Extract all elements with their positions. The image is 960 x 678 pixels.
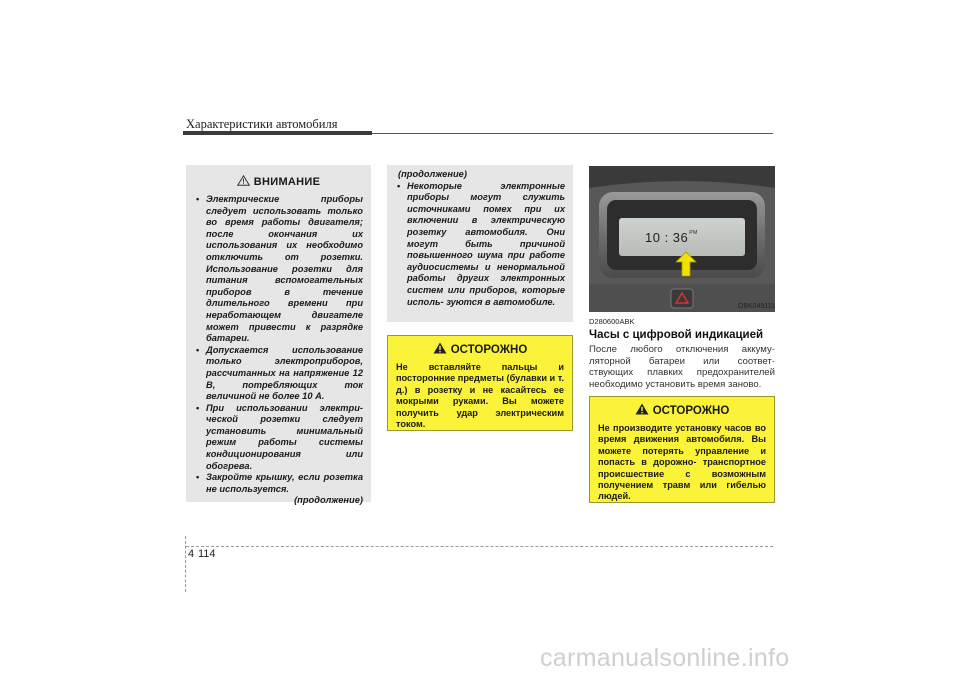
caution-item: • Электрические приборы следует использовать только во время работы двигателя; после окончания их использования их необходимо отключить от розетки. Использование розетки для питания вспомогательных приборов в течение длительного времени при неработающем двигателе может привести к разрядке батареи. xyxy=(194,194,363,345)
doc-code: D280600ABK xyxy=(589,317,635,326)
warning-heading xyxy=(598,402,766,420)
caution-list xyxy=(194,194,363,495)
warning-heading xyxy=(396,341,564,359)
continued-list xyxy=(395,181,565,309)
clock-display xyxy=(645,230,698,245)
caution-item: • При использовании электри- ческой розетки следует установить минимальный режим работы системы кондиционирования или обогрева. xyxy=(194,403,363,473)
caution-item: • Закройте крышку, если розетка не используется. xyxy=(194,472,363,495)
hyphen-mark: - xyxy=(771,344,775,355)
section-title: Часы с цифровой индикацией xyxy=(589,329,764,341)
header-rule-thick xyxy=(183,131,372,135)
warning-text: Не производите установку часов во время движения автомобиля. Вы можете потерять управление и попасть в дорожно- транспортное происшествие с возможным получением травм или гибелью людей. xyxy=(598,423,766,502)
caution-heading xyxy=(194,173,363,191)
footer-rule xyxy=(186,546,773,547)
body-part: После любого отключения аккуму xyxy=(589,344,772,355)
page-number: 114 xyxy=(198,548,216,560)
caution-triangle-icon xyxy=(237,173,250,191)
warning-title: ОСТОРОЖНО xyxy=(450,344,528,356)
chapter-number: 4 xyxy=(188,548,195,560)
section-body xyxy=(589,344,775,390)
continued-panel xyxy=(387,165,573,322)
footer-divider xyxy=(185,536,186,592)
continued-label: (продолжение) xyxy=(294,495,363,506)
body-part: ствующих плавких предохранителей необходимо установить время заново. xyxy=(589,367,775,390)
page-header-title: Характеристики автомобиля xyxy=(186,117,338,131)
clock-time: 10 : 36 xyxy=(645,230,689,245)
warning-box-clock xyxy=(589,396,775,503)
clock-photo xyxy=(589,166,775,312)
hyphen-mark: - xyxy=(771,355,775,367)
caution-panel xyxy=(186,165,371,506)
clock-suffix: PM xyxy=(689,230,698,236)
body-part: ляторной батареи или соответ xyxy=(589,355,772,367)
watermark: carmanualsonline.info xyxy=(540,644,790,672)
warning-triangle-icon xyxy=(433,341,447,359)
warning-text: Не вставляйте пальцы и посторонние предметы (булавки и т. д.) в розетку и не касайтесь ее мокрыми руками. Вы можете получить удар электрическим током. xyxy=(396,362,564,430)
caution-title: ВНИМАНИЕ xyxy=(253,176,321,188)
warning-box-socket xyxy=(387,335,573,431)
continued-item: • Некоторые электронные приборы могут служить источниками помех при их включении в электрическую розетку автомобиля. Они могут быть причиной повышенного шума при работе аудиосистемы и ненормальной работы других электронных систем или приборов, которые исполь- зуются в автомобиле. xyxy=(395,181,565,309)
header-rule-thin xyxy=(372,133,773,134)
warning-triangle-icon xyxy=(635,402,649,420)
photo-code: OBK049111 xyxy=(737,303,775,310)
warning-title: ОСТОРОЖНО xyxy=(652,405,730,417)
continued-top-label: (продолжение) xyxy=(398,169,467,179)
caution-item: • Допускается использование только электроприборов, рассчитанных на напряжение 12 В, потребляющих ток величиной не более 10 А. xyxy=(194,345,363,403)
